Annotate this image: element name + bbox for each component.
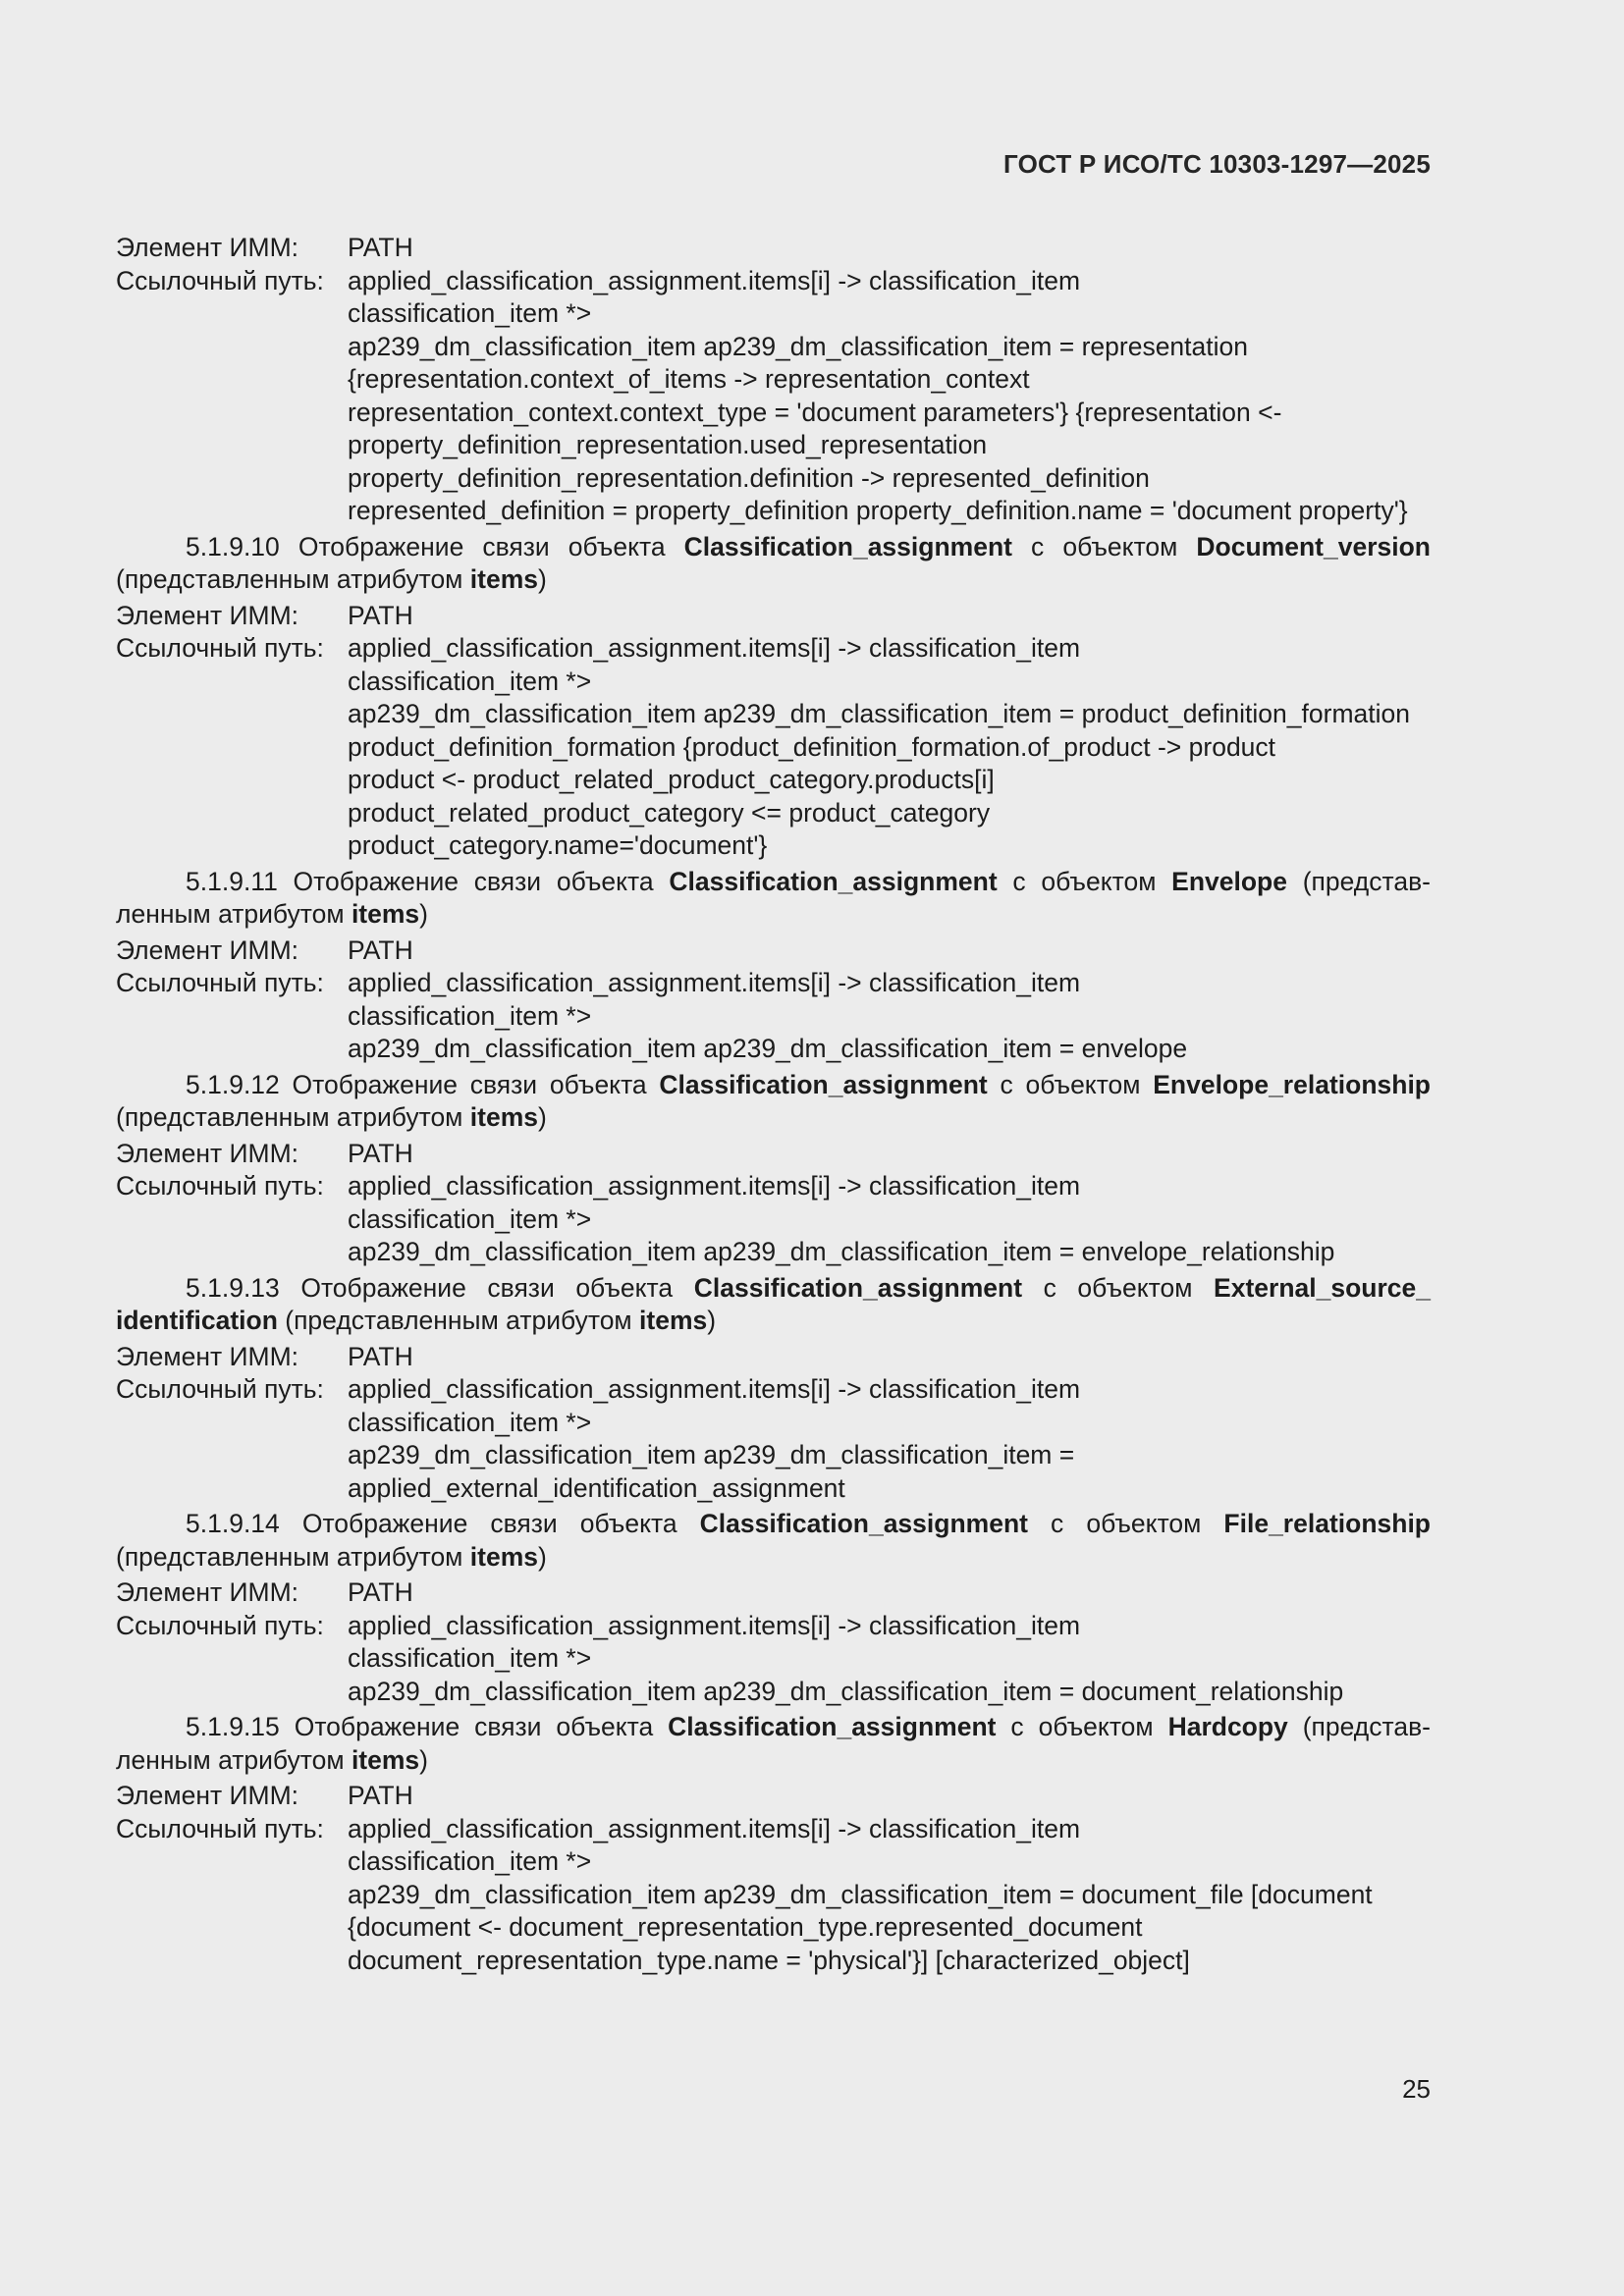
- path-line: ap239_dm_classification_item ap239_dm_classification_item =: [348, 1440, 1075, 1469]
- heading-text: Отображение связи объекта: [279, 1069, 660, 1099]
- path-line: property_definition_representation.used_representation: [348, 430, 988, 459]
- heading-entity: Classification_assignment: [668, 1712, 997, 1741]
- heading-text: (представленным атрибутом: [277, 1306, 640, 1335]
- heading-text: ): [538, 564, 547, 594]
- ref-path-row: [116, 1373, 1431, 1505]
- heading-text: Отображение связи объекта: [279, 1509, 700, 1538]
- ref-path-row: [116, 1610, 1431, 1709]
- heading-entity: Classification_assignment: [659, 1069, 988, 1099]
- ref-path-label: Ссылочный путь:: [116, 633, 324, 663]
- element-label: Элемент ИММ:: [116, 1341, 299, 1371]
- ref-path-row: [116, 967, 1431, 1066]
- ref-path-value: [348, 1610, 1431, 1709]
- heading-text: Отображение связи объекта: [279, 1272, 694, 1303]
- element-value: PATH: [348, 1781, 413, 1810]
- ref-path-value: [348, 1170, 1431, 1269]
- heading-attribute: items: [639, 1306, 708, 1335]
- path-line: applied_classification_assignment.items[i] -> classification_item: [348, 265, 1081, 295]
- ref-path-label: Ссылочный путь:: [116, 265, 324, 295]
- section-5-1-9-15: [116, 1711, 1431, 1977]
- element-label: Элемент ИММ:: [116, 1577, 299, 1607]
- heading-text: с объектом: [1011, 531, 1197, 561]
- heading-entity: File_relationship: [1223, 1509, 1431, 1538]
- heading-entity: Envelope: [1171, 866, 1287, 896]
- heading-text: с объектом: [996, 1712, 1168, 1741]
- element-label: Элемент ИММ:: [116, 1781, 299, 1810]
- element-row: [116, 1780, 1431, 1813]
- ref-path-row: [116, 632, 1431, 863]
- ref-path-label: Ссылочный путь:: [116, 1374, 324, 1404]
- path-line: product_related_product_category <= product_category: [348, 797, 991, 828]
- element-value: PATH: [348, 1341, 413, 1371]
- path-line: product_definition_formation {product_definition_formation.of_product -> product: [348, 731, 1276, 762]
- heading-text: ): [538, 1102, 547, 1132]
- heading-attribute: items: [469, 1102, 538, 1132]
- heading-text: с объектом: [987, 1069, 1154, 1099]
- section-heading: [116, 1272, 1431, 1338]
- path-line: applied_classification_assignment.items[i] -> classification_item: [348, 633, 1081, 663]
- heading-entity: Classification_assignment: [699, 1509, 1028, 1538]
- path-line: ap239_dm_classification_item ap239_dm_classification_item = product_definition_formation: [348, 699, 1410, 728]
- ref-path-label: Ссылочный путь:: [116, 1171, 324, 1201]
- element-row: [116, 1576, 1431, 1610]
- ref-path-row: [116, 1813, 1431, 1978]
- heading-text: (представленным атрибутом: [116, 1541, 470, 1572]
- path-line: ap239_dm_classification_item ap239_dm_classification_item = envelope: [348, 1034, 1188, 1063]
- heading-attribute: items: [351, 899, 420, 929]
- ref-path-value: [348, 632, 1431, 863]
- ref-path-value: [348, 1813, 1431, 1978]
- section-5-1-9-12: [116, 1069, 1431, 1269]
- heading-text: ): [419, 899, 428, 929]
- heading-text: (представленным атрибутом: [116, 866, 1431, 929]
- path-line: represented_definition = property_definition property_definition.name = 'document property'}: [348, 496, 1408, 525]
- element-value: PATH: [348, 600, 413, 630]
- heading-text: Отображение связи объекта: [279, 1712, 669, 1741]
- section-number: 5.1.9.11: [186, 866, 278, 896]
- section-heading: [116, 531, 1431, 597]
- heading-entity: Hardcopy: [1167, 1712, 1288, 1741]
- element-row: [116, 232, 1431, 265]
- section-number: 5.1.9.12: [186, 1069, 280, 1099]
- element-label: Элемент ИММ:: [116, 600, 299, 630]
- heading-attribute: items: [469, 1541, 538, 1572]
- path-line: applied_classification_assignment.items[i] -> classification_item: [348, 1374, 1081, 1404]
- heading-entity: Classification_assignment: [693, 1272, 1023, 1303]
- heading-text: с объектом: [1027, 1509, 1224, 1538]
- ref-path-value: [348, 1373, 1431, 1505]
- element-row: [116, 1341, 1431, 1374]
- path-line: {representation.context_of_items -> representation_context: [348, 364, 1030, 394]
- ref-path-label: Ссылочный путь:: [116, 1610, 324, 1640]
- path-line: property_definition_representation.definition -> represented_definition: [348, 462, 1150, 493]
- element-label: Элемент ИММ:: [116, 934, 299, 965]
- heading-text: (представленным атрибутом: [116, 564, 470, 594]
- path-line: ap239_dm_classification_item ap239_dm_classification_item = envelope_relationship: [348, 1237, 1335, 1266]
- element-row: [116, 934, 1431, 968]
- heading-attribute: items: [351, 1744, 420, 1775]
- path-line: classification_item *>: [348, 1407, 592, 1437]
- heading-entity: Classification_assignment: [669, 866, 998, 896]
- element-value: PATH: [348, 1577, 413, 1607]
- ref-path-row: [116, 265, 1431, 528]
- heading-attribute: items: [469, 564, 538, 594]
- heading-text: Отображение связи объекта: [279, 531, 684, 561]
- section-number: 5.1.9.15: [186, 1712, 280, 1741]
- heading-entity: External_source_​identification: [116, 1272, 1431, 1335]
- intro-mapping-block: [116, 232, 1431, 528]
- ref-path-row: [116, 1170, 1431, 1269]
- path-line: classification_item *>: [348, 1000, 592, 1031]
- section-heading: [116, 866, 1431, 932]
- heading-entity: Envelope_relationship: [1153, 1069, 1431, 1099]
- path-line: applied_classification_assignment.items[i] -> classification_item: [348, 1813, 1081, 1843]
- path-line: ap239_dm_classification_item ap239_dm_classification_item = document_relationship: [348, 1676, 1344, 1706]
- path-line: product_category.name='document'}: [348, 830, 768, 860]
- heading-entity: Classification_assignment: [683, 531, 1012, 561]
- path-line: ap239_dm_classification_item ap239_dm_classification_item = representation: [348, 331, 1248, 361]
- section-heading: [116, 1711, 1431, 1777]
- element-value: PATH: [348, 934, 413, 965]
- section-5-1-9-13: [116, 1272, 1431, 1506]
- section-heading: [116, 1069, 1431, 1135]
- heading-text: Отображение связи объекта: [277, 866, 670, 896]
- heading-text: ): [538, 1541, 547, 1572]
- document-header: ГОСТ Р ИСО/ТС 10303-1297—2025: [1002, 149, 1431, 179]
- heading-text: с объектом: [997, 866, 1172, 896]
- path-line: classification_item *>: [348, 1643, 592, 1673]
- path-line: applied_classification_assignment.items[i] -> classification_item: [348, 1171, 1081, 1201]
- heading-text: с объектом: [1022, 1272, 1215, 1303]
- path-line: applied_external_identification_assignment: [348, 1472, 845, 1503]
- heading-text: ): [419, 1744, 428, 1775]
- section-5-1-9-10: [116, 531, 1431, 863]
- element-row: [116, 1138, 1431, 1171]
- path-line: representation_context.context_type = 'document parameters'} {representation <-: [348, 397, 1282, 427]
- path-line: classification_item *>: [348, 1203, 592, 1234]
- section-5-1-9-11: [116, 866, 1431, 1066]
- element-row: [116, 600, 1431, 633]
- page-number: 25: [1402, 2074, 1431, 2104]
- path-line: applied_classification_assignment.items[i] -> classification_item: [348, 1610, 1081, 1640]
- section-number: 5.1.9.10: [186, 531, 280, 561]
- element-label: Элемент ИММ:: [116, 1138, 299, 1168]
- element-label: Элемент ИММ:: [116, 233, 299, 262]
- heading-text: ): [707, 1306, 717, 1335]
- ref-path-label: Ссылочный путь:: [116, 1813, 324, 1843]
- section-number: 5.1.9.13: [186, 1272, 280, 1303]
- section-number: 5.1.9.14: [186, 1509, 280, 1538]
- element-value: PATH: [348, 1138, 413, 1168]
- ref-path-value: [348, 967, 1431, 1066]
- ref-path-label: Ссылочный путь:: [116, 968, 324, 997]
- heading-text: (представленным атрибутом: [116, 1102, 470, 1132]
- ref-path-value: [348, 265, 1431, 528]
- heading-text: (представленным атрибутом: [116, 1712, 1431, 1775]
- path-line: classification_item *>: [348, 298, 592, 328]
- path-line: classification_item *>: [348, 1846, 592, 1876]
- section-5-1-9-14: [116, 1508, 1431, 1708]
- path-line: classification_item *>: [348, 666, 592, 696]
- path-line: {document <- document_representation_type.represented_document: [348, 1912, 1143, 1942]
- heading-entity: Document_version: [1196, 531, 1431, 561]
- path-line: document_representation_type.name = 'physical'}] [characterized_object]: [348, 1945, 1190, 1975]
- path-line: product <- product_related_product_category.products[i]: [348, 765, 995, 794]
- path-line: applied_classification_assignment.items[i] -> classification_item: [348, 968, 1081, 997]
- element-value: PATH: [348, 233, 413, 262]
- path-line: ap239_dm_classification_item ap239_dm_classification_item = document_file [document: [348, 1879, 1373, 1909]
- document-body: [116, 232, 1431, 1977]
- section-heading: [116, 1508, 1431, 1574]
